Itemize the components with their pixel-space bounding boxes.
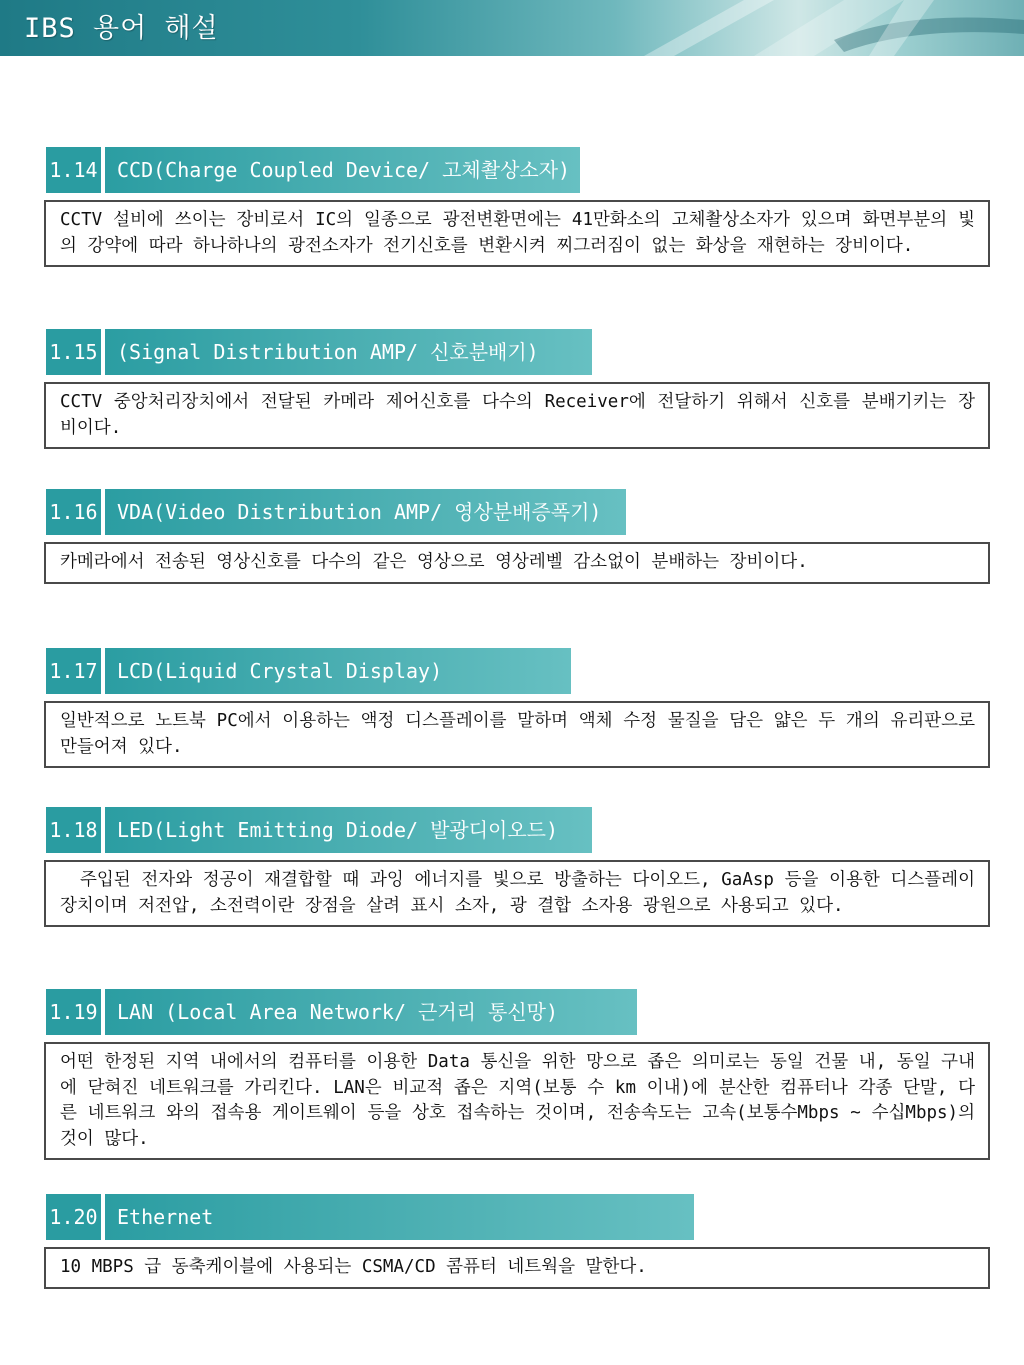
banner-decoration (604, 0, 1024, 56)
term-section (0, 807, 1024, 916)
term-description: 주입된 전자와 정공이 재결합할 때 과잉 에너지를 빛으로 방출하는 다이오드, GaAsp 등을 이용한 디스플레이 장치이며 저전압, 소전력이란 장점을 살려 표시 소자, 광 결합 소자용 광원으로 사용되고 있다. (44, 860, 990, 927)
term-description: 카메라에서 전송된 영상신호를 다수의 같은 영상으로 영상레벨 감소없이 분배하는 장비이다. (44, 542, 990, 584)
term-title: LAN (Local Area Network/ 근거리 통신망) (105, 989, 637, 1035)
term-number: 1.16 (46, 489, 101, 535)
term-section (0, 1194, 1024, 1277)
term-title: Ethernet (105, 1194, 694, 1240)
term-number: 1.17 (46, 648, 101, 694)
term-description: CCTV 중앙처리장치에서 전달된 카메라 제어신호를 다수의 Receiver에 전달하기 위해서 신호를 분배기키는 장비이다. (44, 382, 990, 449)
term-header (0, 989, 1024, 1035)
term-description: 10 MBPS 급 동축케이블에 사용되는 CSMA/CD 콤퓨터 네트웍을 말한다. (44, 1247, 990, 1289)
term-number: 1.18 (46, 807, 101, 853)
term-title: LCD(Liquid Crystal Display) (105, 648, 571, 694)
term-header (0, 1194, 1024, 1240)
term-description: CCTV 설비에 쓰이는 장비로서 IC의 일종으로 광전변환면에는 41만화소의 고체촬상소자가 있으며 화면부분의 빛의 강약에 따라 하나하나의 광전소자가 전기신호를 변환시켜 찌그러짐이 없는 화상을 재현하는 장비이다. (44, 200, 990, 267)
header-banner (0, 0, 1024, 56)
term-number: 1.19 (46, 989, 101, 1035)
page-title: IBS 용어 해설 (24, 13, 219, 44)
term-number: 1.15 (46, 329, 101, 375)
term-title: VDA(Video Distribution AMP/ 영상분배증폭기) (105, 489, 626, 535)
term-title: CCD(Charge Coupled Device/ 고체촬상소자) (105, 147, 580, 193)
term-section (0, 989, 1024, 1149)
term-header (0, 648, 1024, 694)
term-number: 1.14 (46, 147, 101, 193)
term-section (0, 648, 1024, 757)
term-header (0, 807, 1024, 853)
term-section (0, 329, 1024, 438)
term-section (0, 489, 1024, 572)
term-number: 1.20 (46, 1194, 101, 1240)
term-description: 어떤 한정된 지역 내에서의 컴퓨터를 이용한 Data 통신을 위한 망으로 좁은 의미로는 동일 건물 내, 동일 구내에 닫혀진 네트워크를 가리킨다. LAN은 비교적 좁은 지역(보통 수 km 이내)에 분산한 컴퓨터나 각종 단말, 다른 네트워크 와의 접속용 게이트웨이 등을 상호 접속하는 것이며, 전송속도는 고속(보통수Mbps ~ 수십Mbps)의 것이 많다. (44, 1042, 990, 1160)
term-description: 일반적으로 노트북 PC에서 이용하는 액정 디스플레이를 말하며 액체 수정 물질을 담은 얇은 두 개의 유리판으로 만들어져 있다. (44, 701, 990, 768)
term-section (0, 147, 1024, 256)
term-header (0, 329, 1024, 375)
term-title: (Signal Distribution AMP/ 신호분배기) (105, 329, 592, 375)
term-title: LED(Light Emitting Diode/ 발광디이오드) (105, 807, 592, 853)
term-header (0, 147, 1024, 193)
term-header (0, 489, 1024, 535)
